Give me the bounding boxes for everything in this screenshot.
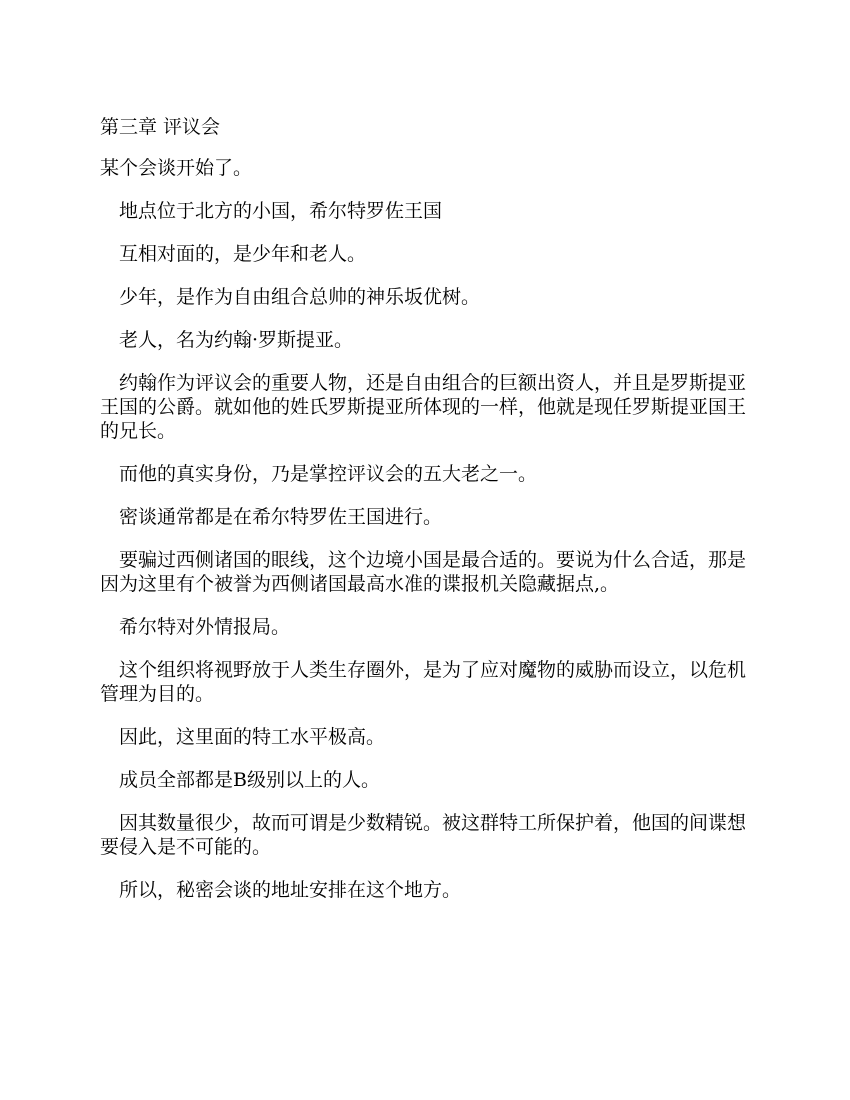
document-page — [100, 115, 750, 921]
paragraph: 某个会谈开始了。 — [100, 157, 253, 179]
paragraph: 约翰作为评议会的重要人物，还是自由组合的巨额出资人，并且是罗斯提亚王国的公爵。就如他的姓氏罗斯提亚所体现的一样，他就是现任罗斯提亚国王的兄长。 — [100, 372, 747, 442]
paragraph: 而他的真实身份，乃是掌控评议会的五大老之一。 — [119, 463, 538, 485]
paragraph: 因此，这里面的特工水平极高。 — [119, 726, 386, 748]
paragraph: 密谈通常都是在希尔特罗佐王国进行。 — [119, 506, 443, 528]
chapter-title: 第三章 评议会 — [100, 116, 221, 138]
paragraph: 少年，是作为自由组合总帅的神乐坂优树。 — [119, 286, 481, 308]
paragraph: 成员全部都是B级别以上的人。 — [119, 769, 380, 791]
paragraph: 要骗过西侧诸国的眼线，这个边境小国是最合适的。要说为什么合适，那是因为这里有个被誉为西侧诸国最高水准的谍报机关隐藏据点,。 — [100, 549, 747, 595]
paragraph: 这个组织将视野放于人类生存圈外，是为了应对魔物的威胁而设立，以危机管理为目的。 — [100, 659, 747, 705]
paragraph: 老人，名为约翰·罗斯提亚。 — [119, 329, 354, 351]
paragraph: 所以，秘密会谈的地址安排在这个地方。 — [119, 879, 462, 901]
paragraph: 地点位于北方的小国，希尔特罗佐王国 — [119, 200, 443, 222]
paragraph: 因其数量很少，故而可谓是少数精锐。被这群特工所保护着，他国的间谍想要侵入是不可能的。 — [100, 812, 747, 858]
paragraph: 希尔特对外情报局。 — [119, 616, 291, 638]
paragraph: 互相对面的，是少年和老人。 — [119, 243, 367, 265]
